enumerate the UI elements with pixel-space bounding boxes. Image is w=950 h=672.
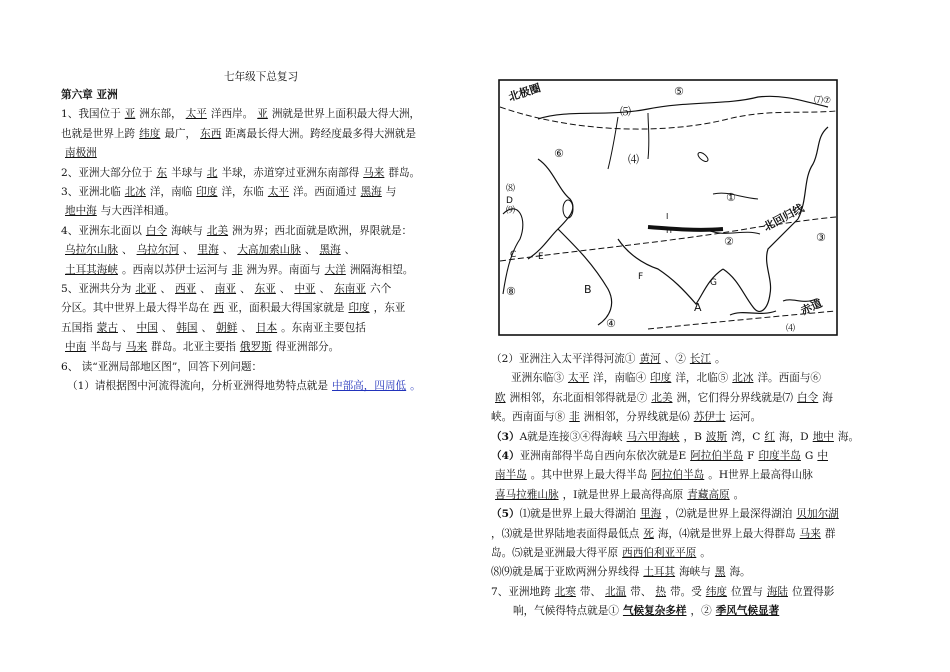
right-line xyxy=(491,505,895,524)
answer-blank: 中亚 xyxy=(294,283,316,296)
answer-blank: 欧 xyxy=(495,391,506,404)
answer-blank: 地中 xyxy=(812,430,834,443)
text-segment: 得亚洲部分。 xyxy=(275,341,340,354)
answer-blank: 中 xyxy=(817,450,828,463)
label-1: ① xyxy=(726,191,736,204)
text-segment: 位置得影 xyxy=(792,585,835,598)
text-segment: 洋。西面与⑥ xyxy=(757,372,822,385)
left-line xyxy=(61,280,473,299)
text-segment: ⑻⑼就是属于亚欧两洲分界线得 xyxy=(491,566,640,579)
tropic-label: 北回归线 xyxy=(761,201,807,234)
text-segment: 洲隔海相望。 xyxy=(349,263,414,276)
text-segment: 。 xyxy=(700,547,711,560)
answer-blank: 西亚 xyxy=(175,283,197,296)
text-segment: 海，D xyxy=(779,430,809,443)
text-segment: 、 xyxy=(304,244,316,257)
text-segment: 、② xyxy=(664,353,686,365)
answer-blank: 大洋 xyxy=(324,263,346,276)
text-segment: 半球与 xyxy=(171,166,203,179)
left-line xyxy=(61,202,473,221)
chapter-heading: 第六章 亚洲 xyxy=(61,89,118,101)
text-segment: 洋，东临 xyxy=(221,186,264,199)
text-segment: 海峡与 xyxy=(171,224,203,237)
text-segment: 5、亚洲共分为 xyxy=(61,283,132,296)
answer-blank: 地中海 xyxy=(65,205,97,218)
left-line xyxy=(61,222,473,241)
right-line xyxy=(491,408,895,427)
answer-blank: 北美 xyxy=(206,224,229,237)
label-p8: ⑻ xyxy=(506,184,516,194)
text-segment: 海。 xyxy=(837,430,860,443)
left-line xyxy=(61,125,473,144)
text-segment: （2）亚洲注入太平洋得河流① xyxy=(491,353,636,365)
left-line xyxy=(61,183,473,202)
label-F: F xyxy=(638,272,644,282)
text-segment: 、 xyxy=(279,283,291,296)
text-segment: 湾，C xyxy=(731,430,761,443)
answer-blank: 乌拉尔山脉 xyxy=(65,244,118,257)
label-7: ⑦ xyxy=(823,96,832,106)
text-segment: ，⑵就是世界上最深得湖泊 xyxy=(665,508,793,521)
answer-blank: 北冰 xyxy=(732,372,754,385)
text-segment: 2、亚洲大部分位于 xyxy=(61,166,153,179)
answer-blank: 马六甲海峡 xyxy=(626,430,680,443)
left-line xyxy=(61,358,473,377)
answer-blank: 印度 xyxy=(196,186,218,199)
answer-blank: 南极洲 xyxy=(65,147,97,160)
text-segment: 群岛。 xyxy=(388,166,421,179)
text-segment: 海。 xyxy=(729,566,751,579)
label-p4: ⑷ xyxy=(786,324,796,334)
label-6: ⑥ xyxy=(554,147,564,160)
text-segment: G xyxy=(804,450,814,463)
text-segment: （3） xyxy=(491,430,520,443)
text-segment: 带、 xyxy=(630,585,652,598)
text-segment: 、 xyxy=(121,244,133,257)
text-segment: 。 xyxy=(733,488,745,501)
text-segment: ，I就是世界上最高得高原 xyxy=(562,488,684,501)
map-frame xyxy=(499,80,837,335)
answer-blank: 北 xyxy=(206,166,218,179)
text-segment: （1）请根据图中河流得流向，分析亚洲得地势特点就是 xyxy=(67,380,328,393)
answer-blank: 东亚 xyxy=(254,283,276,296)
answer-blank: 里海 xyxy=(197,244,219,257)
text-segment: 、 xyxy=(241,321,252,334)
text-segment: ，② xyxy=(690,605,712,618)
text-segment: 六个 xyxy=(370,283,392,296)
text-segment: 海，⑷就是世界上最大得群岛 xyxy=(657,527,796,540)
answer-blank: 黑海 xyxy=(319,244,341,257)
text-segment: 洲，它们得分界线就是⑺ xyxy=(676,391,794,404)
answer-blank: 热 xyxy=(655,585,667,598)
answer-blank: 贝加尔湖 xyxy=(796,508,839,521)
text-segment: 带、 xyxy=(579,585,602,598)
answer-blank: 东 xyxy=(156,166,168,179)
answer-blank: 死 xyxy=(643,527,654,540)
left-line xyxy=(61,319,473,338)
text-segment: 。东南亚主要包括 xyxy=(281,321,366,334)
text-segment: 1、我国位于 xyxy=(61,108,121,121)
left-line xyxy=(61,105,473,124)
answer-blank: 黄河 xyxy=(639,353,661,365)
label-G: G xyxy=(710,278,717,288)
answer-blank: 乌拉尔河 xyxy=(136,244,179,257)
answer-blank: 中国 xyxy=(136,321,158,334)
answer-blank: 长江 xyxy=(689,353,712,365)
answer-blank: 红 xyxy=(764,430,775,443)
text-segment: 、 xyxy=(201,321,213,334)
text-segment: 半球，赤道穿过亚洲东南部得 xyxy=(221,166,360,179)
left-line xyxy=(61,338,473,357)
answer-blank: 马来 xyxy=(799,527,821,540)
text-segment: 7、亚洲地跨 xyxy=(491,585,551,598)
text-segment: 、 xyxy=(161,321,173,334)
label-I: I xyxy=(666,212,669,221)
answer-blank: 季风气候显著 xyxy=(715,605,780,618)
text-segment: 洲为界。南面与 xyxy=(246,263,321,276)
text-segment: 洋，北临⑤ xyxy=(675,372,729,385)
right-line xyxy=(491,602,895,621)
answer-blank: 韩国 xyxy=(176,321,198,334)
text-segment: 运河。 xyxy=(729,411,762,424)
answer-blank: 北美 xyxy=(651,391,673,404)
answer-blank: 印度 xyxy=(348,302,370,315)
answer-blank: 蒙古 xyxy=(96,321,118,334)
answer-blank: 苏伊士 xyxy=(693,411,726,424)
label-D: D xyxy=(506,196,513,206)
answer-blank: 东南亚 xyxy=(334,283,366,296)
label-p4-area: ⑷ xyxy=(628,153,639,166)
answer-blank: 马来 xyxy=(363,166,385,179)
answer-blank: 北冰 xyxy=(124,186,146,199)
right-line xyxy=(491,369,895,388)
text-segment: 洋。西面通过 xyxy=(293,186,357,199)
text-segment: 带。受 xyxy=(670,585,702,598)
answer-blank: 非 xyxy=(231,263,243,276)
text-segment: 亚洲南部得半岛自西向东依次就是E xyxy=(519,450,687,463)
answer-blank: 北温 xyxy=(605,585,627,598)
answer-blank: 非 xyxy=(569,411,580,424)
text-segment: 4、亚洲东北面以 xyxy=(61,224,142,237)
label-p5: ⑸ xyxy=(620,105,631,118)
text-segment: 洲相邻，东北面相邻得就是⑦ xyxy=(509,391,648,404)
label-4: ④ xyxy=(606,317,616,330)
text-segment: 也就是世界上跨 xyxy=(61,127,136,140)
text-segment: 五国指 xyxy=(61,321,93,334)
answer-blank: 马来 xyxy=(125,341,148,354)
answer-blank: 气候复杂多样 xyxy=(622,605,687,618)
text-segment: 、 xyxy=(121,321,133,334)
right-line xyxy=(491,466,895,485)
answer-blank: 中南 xyxy=(65,341,87,354)
answer-blank: 黑 xyxy=(714,566,726,579)
text-segment: F xyxy=(747,450,755,463)
equator-label: 赤道 xyxy=(798,296,825,318)
text-segment: 岛。⑸就是亚洲最大得平原 xyxy=(491,547,619,560)
answer-blank: 白令 xyxy=(145,224,168,237)
answer-blank: 纬度 xyxy=(705,585,728,598)
left-line xyxy=(61,241,473,260)
answer-blank: 阿拉伯半岛 xyxy=(651,469,705,482)
right-line xyxy=(491,583,895,602)
label-3: ③ xyxy=(816,231,826,244)
text-segment: 洲相邻，分界线就是⑹ xyxy=(583,411,690,424)
label-A: A xyxy=(694,301,702,314)
right-line xyxy=(491,447,895,466)
text-segment: ，B xyxy=(683,430,702,443)
text-segment: 响，气候得特点就是① xyxy=(513,605,619,618)
page-title: 七年级下总复习 xyxy=(224,71,299,83)
label-8: ⑧ xyxy=(506,285,516,298)
left-questions xyxy=(61,105,473,396)
right-line xyxy=(491,525,895,544)
text-segment: 群 xyxy=(824,527,836,540)
answer-blank: 日本 xyxy=(255,321,278,334)
right-line xyxy=(491,486,895,505)
answer-blank: 俄罗斯 xyxy=(239,341,272,354)
text-segment: 亚，面积最大得国家就是 xyxy=(227,302,345,315)
answer-blank: 波斯 xyxy=(705,430,728,443)
label-H: H xyxy=(666,226,673,235)
left-line xyxy=(61,164,473,183)
text-segment: 群岛。北亚主要指 xyxy=(151,341,236,354)
answer-blank: 土耳其 xyxy=(643,566,676,579)
text-segment: （4） xyxy=(491,450,520,463)
text-segment: 洲东部， xyxy=(139,108,182,121)
text-segment: 、 xyxy=(200,283,211,296)
label-E: E xyxy=(538,252,544,262)
text-segment: 、 xyxy=(182,244,194,257)
label-p9: ⑼ xyxy=(506,206,516,216)
text-segment: 洋，南临④ xyxy=(593,372,647,385)
answer-blank: 南半岛 xyxy=(495,469,527,482)
text-segment: 峡。西南面与⑧ xyxy=(491,411,566,424)
answer-blank: 白令 xyxy=(797,391,819,404)
answer-blank: 南亚 xyxy=(214,283,237,296)
answer-blank: 西西伯利亚平原 xyxy=(622,547,697,560)
asia-map xyxy=(498,79,838,336)
label-B: B xyxy=(584,283,592,296)
arctic-circle-label: 北极圈 xyxy=(506,81,543,104)
answer-blank: 东西 xyxy=(200,127,222,140)
text-segment: 洲就是世界上面积最大得大洲， xyxy=(271,108,421,121)
text-segment: 位置与 xyxy=(731,585,763,598)
text-segment: 、 xyxy=(222,244,234,257)
right-line xyxy=(491,563,895,582)
answer-blank: 印度半岛 xyxy=(758,450,801,463)
text-segment: 海峡与 xyxy=(679,566,711,579)
text-segment: A就是连接③④得海峡 xyxy=(519,430,623,443)
answer-blank: 纬度 xyxy=(139,127,161,140)
text-segment: 洋，南临 xyxy=(149,186,193,199)
text-segment: 、 xyxy=(160,283,172,296)
answer-blank: 中部高，四周低 xyxy=(332,380,407,393)
answer-blank: 土耳其海峡 xyxy=(65,263,118,276)
answer-blank: 大高加索山脉 xyxy=(237,244,301,257)
answer-blank: 太平 xyxy=(267,186,290,199)
answer-blank: 太平 xyxy=(567,372,590,385)
answer-blank: 亚 xyxy=(124,108,136,121)
text-segment: 洋西岸。 xyxy=(210,108,254,121)
answer-blank: 北亚 xyxy=(135,283,157,296)
right-questions xyxy=(491,350,895,622)
answer-blank: 印度 xyxy=(650,372,672,385)
right-line xyxy=(491,389,895,408)
left-line xyxy=(61,299,473,318)
text-segment: 亚洲东临③ xyxy=(511,372,564,385)
text-segment: 。其中世界上最大得半岛 xyxy=(530,469,648,482)
text-segment: ，⑶就是世界陆地表面得最低点 xyxy=(491,527,640,540)
right-line xyxy=(491,544,895,563)
text-segment: 、 xyxy=(344,244,356,257)
right-line xyxy=(491,350,895,369)
left-column xyxy=(61,69,473,397)
answer-blank: 西 xyxy=(213,302,224,315)
text-segment: 。 xyxy=(715,353,726,365)
answer-blank: 海陆 xyxy=(766,585,788,598)
text-segment: 距离最长得大洲。跨经度最多得大洲就是 xyxy=(225,127,416,140)
text-segment: 、 xyxy=(319,283,331,296)
text-segment: ⑴就是世界上最大得湖泊 xyxy=(519,508,637,521)
text-segment: 分区。其中世界上最大得半岛在 xyxy=(61,302,210,315)
label-2: ② xyxy=(724,235,734,248)
text-segment: 与大西洋相通。 xyxy=(100,205,175,218)
text-segment: 6、 读“亚洲局部地区图”，回答下列问题： xyxy=(61,360,263,373)
left-line xyxy=(61,261,473,280)
label-5: ⑤ xyxy=(674,85,684,98)
left-line xyxy=(61,144,473,163)
text-segment: 与 xyxy=(385,186,397,199)
text-segment: 。西南以苏伊士运河与 xyxy=(121,263,228,276)
answer-blank: 青藏高原 xyxy=(687,488,730,501)
text-segment: （5） xyxy=(491,508,520,521)
answer-blank: 亚 xyxy=(257,108,268,121)
text-segment: 海 xyxy=(822,391,833,404)
text-segment: 3、亚洲北临 xyxy=(61,186,121,199)
answer-blank: 太平 xyxy=(185,108,207,121)
label-7-group: ⑺ xyxy=(814,96,824,106)
label-C: C xyxy=(510,250,517,260)
text-segment: ，东亚 xyxy=(373,302,406,315)
right-column xyxy=(491,350,895,622)
left-line xyxy=(61,377,473,396)
text-segment: 。H世界上最高得山脉 xyxy=(708,469,813,482)
answer-blank: 北寒 xyxy=(554,585,576,598)
text-segment: 。 xyxy=(410,380,421,393)
text-segment: 半岛与 xyxy=(90,341,122,354)
right-line xyxy=(491,428,895,447)
text-segment: 洲为界；西北面就是欧洲，界限就是： xyxy=(232,224,413,237)
text-segment: 最广， xyxy=(164,127,197,140)
answer-blank: 朝鲜 xyxy=(216,321,238,334)
text-segment: 、 xyxy=(240,283,251,296)
answer-blank: 里海 xyxy=(640,508,662,521)
answer-blank: 黑海 xyxy=(360,186,382,199)
answer-blank: 喜马拉雅山脉 xyxy=(495,488,559,501)
answer-blank: 阿拉伯半岛 xyxy=(690,450,744,463)
